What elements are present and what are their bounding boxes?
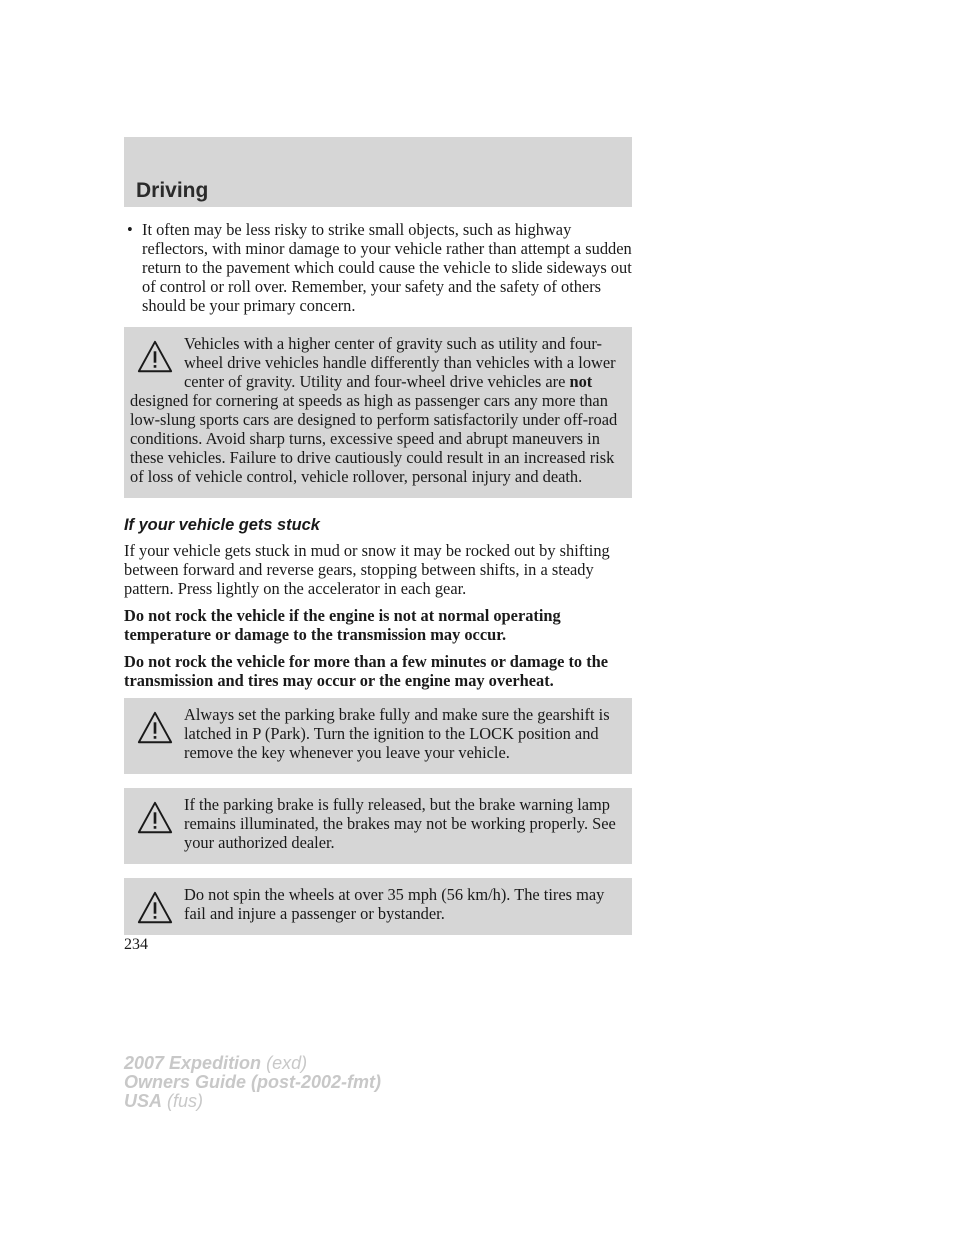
bullet-dot-icon: •	[127, 220, 133, 239]
warning-text: Vehicles with a higher center of gravity such as utility and four-wheel drive vehicles handle differently than vehicles with a lower center of gravity. Utility and four-wheel drive vehicles are not designed for cornering at speeds as high as passenger cars any more than low-slung sports cars are designed to perform satisfactorily under off-road conditions. Avoid sharp turns, excessive speed and abrupt maneuvers in these vehicles. Failure to drive cautiously could result in an increased risk of loss of vehicle control, vehicle rollover, personal injury and death.	[130, 334, 618, 486]
warning-text: If the parking brake is fully released, but the brake warning lamp remains illuminated, the brakes may not be working properly. See your authorized dealer.	[184, 795, 616, 852]
subheading-stuck: If your vehicle gets stuck	[124, 516, 320, 534]
warning-text: Do not spin the wheels at over 35 mph (56 km/h). The tires may fail and injure a passenger or bystander.	[184, 885, 605, 923]
bullet-text: It often may be less risky to strike small objects, such as highway reflectors, with minor damage to your vehicle rather than attempt a sudden return to the pavement which could cause the vehicle to slide sideways out of control or roll over. Remember, your safety and the safety of others should be your primary concern.	[142, 220, 632, 315]
paragraph-stuck: If your vehicle gets stuck in mud or snow it may be rocked out by shifting between forward and reverse gears, stopping between shifts, in a steady pattern. Press lightly on the accelerator in each gear.	[124, 541, 610, 598]
warning-text: Always set the parking brake fully and make sure the gearshift is latched in P (Park). Turn the ignition to the LOCK position and remove the key whenever you leave your vehicle.	[184, 705, 610, 762]
warning-triangle-icon	[136, 709, 174, 747]
warning-triangle-icon	[136, 338, 174, 376]
footer-line-2: Owners Guide (post-2002-fmt)	[124, 1072, 382, 1092]
bullet-item	[124, 220, 632, 315]
document-footer	[124, 1054, 381, 1111]
section-header	[124, 137, 632, 207]
footer-line-3: USA (fus)	[124, 1091, 204, 1111]
warning-box-wheel-spin	[124, 878, 632, 935]
warning-triangle-icon	[136, 799, 174, 837]
warning-box-parking-brake	[124, 698, 632, 774]
section-title: Driving	[136, 179, 209, 202]
bold-paragraph-duration: Do not rock the vehicle for more than a few minutes or damage to the transmission and tires may occur or the engine may overheat.	[124, 652, 609, 690]
page-content	[124, 220, 632, 949]
warning-triangle-icon	[136, 889, 174, 927]
page-number: 234	[124, 936, 148, 953]
warning-box-rollover	[124, 327, 632, 498]
warning-box-brake-lamp	[124, 788, 632, 864]
footer-line-1: 2007 Expedition (exd)	[124, 1053, 308, 1073]
bold-paragraph-temperature: Do not rock the vehicle if the engine is not at normal operating temperature or damage to the transmission may occur.	[124, 606, 561, 644]
